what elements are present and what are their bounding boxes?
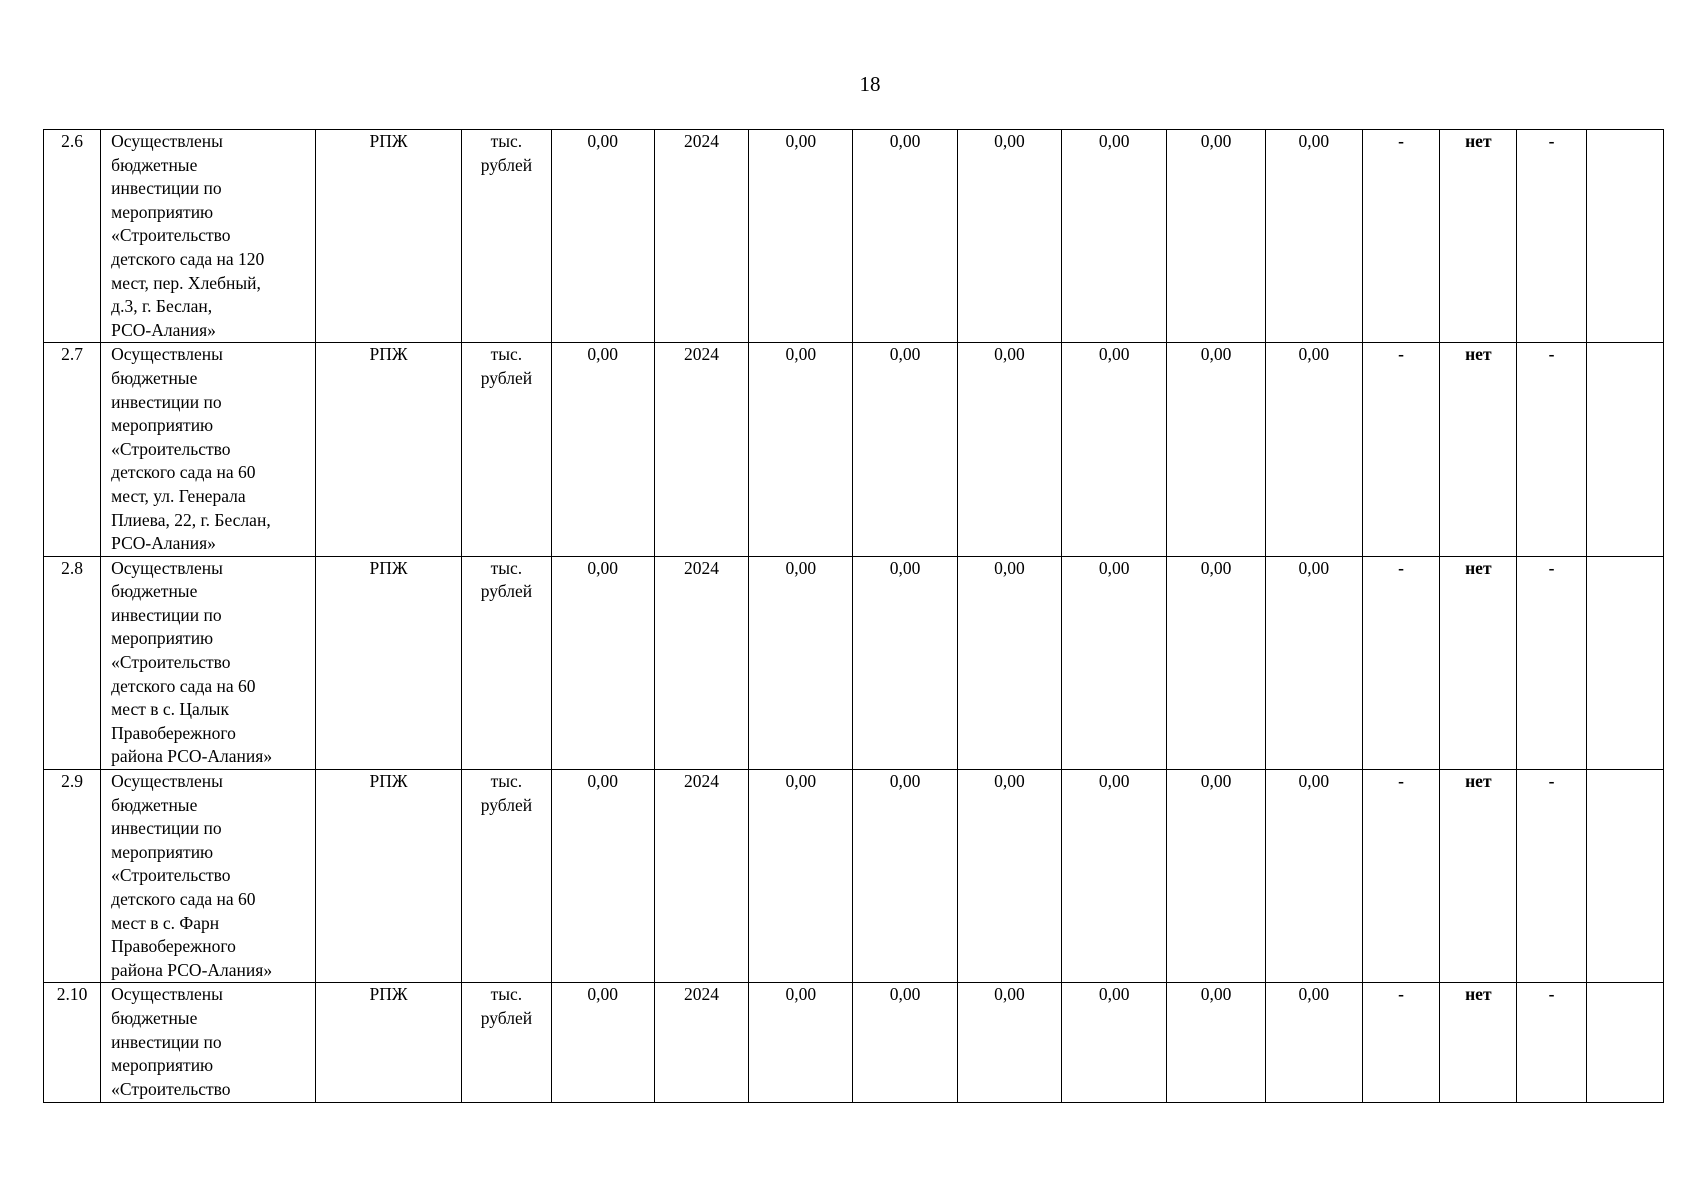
table-row	[44, 130, 1664, 343]
description-line: района РСО-Алания»	[111, 959, 273, 980]
row-number-cell: 2.9	[44, 770, 101, 983]
description-line: инвестиции по	[111, 604, 222, 625]
unit-cell	[462, 770, 551, 983]
description-line: мест, ул. Генерала	[111, 485, 246, 506]
description-cell	[101, 556, 316, 769]
flag-cell: нет	[1440, 130, 1517, 343]
value-cell: 0,00	[1167, 556, 1265, 769]
description-line: детского сада на 120	[111, 248, 265, 269]
value-cell: 0,00	[1167, 130, 1265, 343]
value-cell: 0,00	[1062, 770, 1167, 983]
value-cell: 0,00	[749, 343, 853, 556]
description-line: бюджетные	[111, 794, 198, 815]
responsible-cell: РПЖ	[315, 983, 461, 1103]
base-value-cell: 0,00	[551, 343, 654, 556]
value-cell: 0,00	[1265, 770, 1362, 983]
description-line: Осуществлены	[111, 344, 223, 365]
responsible-cell: РПЖ	[315, 130, 461, 343]
page-number: 18	[859, 72, 881, 96]
dash-cell: -	[1517, 770, 1586, 983]
dash-cell: -	[1362, 983, 1439, 1103]
description-line: Осуществлены	[111, 131, 223, 151]
year-cell: 2024	[654, 130, 748, 343]
unit-line: рублей	[480, 794, 533, 815]
row-number-cell: 2.10	[44, 983, 101, 1103]
dash-cell: -	[1517, 983, 1586, 1103]
description-line: Правобережного	[111, 722, 236, 743]
value-cell: 0,00	[1167, 343, 1265, 556]
year-cell: 2024	[654, 343, 748, 556]
value-cell: 0,00	[853, 770, 957, 983]
description-line: «Строительство	[111, 865, 231, 886]
description-cell	[101, 770, 316, 983]
empty-cell	[1586, 770, 1663, 983]
value-cell: 0,00	[1167, 770, 1265, 983]
base-value-cell: 0,00	[551, 130, 654, 343]
year-cell: 2024	[654, 770, 748, 983]
description-line: бюджетные	[111, 1007, 198, 1028]
unit-cell	[462, 983, 551, 1103]
value-cell: 0,00	[957, 343, 1061, 556]
value-cell: 0,00	[853, 343, 957, 556]
description-line: д.3, г. Беслан,	[111, 296, 213, 317]
flag-cell: нет	[1440, 343, 1517, 556]
responsible-cell: РПЖ	[315, 770, 461, 983]
base-value-cell: 0,00	[551, 556, 654, 769]
description-line: Осуществлены	[111, 771, 223, 792]
table-row	[44, 343, 1664, 556]
description-line: детского сада на 60	[111, 462, 256, 483]
dash-cell: -	[1517, 130, 1586, 343]
budget-investment-table	[43, 129, 1664, 1103]
description-line: бюджетные	[111, 581, 198, 602]
description-line: РСО-Алания»	[111, 319, 216, 340]
value-cell: 0,00	[749, 770, 853, 983]
responsible-cell: РПЖ	[315, 556, 461, 769]
description-line: инвестиции по	[111, 818, 222, 839]
description-line: мероприятию	[111, 628, 214, 649]
value-cell: 0,00	[1265, 556, 1362, 769]
empty-cell	[1586, 556, 1663, 769]
description-line: РСО-Алания»	[111, 533, 216, 554]
description-line: инвестиции по	[111, 391, 222, 412]
description-line: Осуществлены	[111, 984, 223, 1005]
table-row	[44, 556, 1664, 769]
description-line: бюджетные	[111, 154, 198, 175]
value-cell: 0,00	[853, 983, 957, 1103]
description-cell	[101, 130, 316, 343]
value-cell: 0,00	[1062, 343, 1167, 556]
value-cell: 0,00	[1062, 556, 1167, 769]
unit-line: рублей	[480, 367, 533, 388]
description-line: мероприятию	[111, 201, 214, 222]
dash-cell: -	[1362, 556, 1439, 769]
unit-line: рублей	[480, 581, 533, 602]
value-cell: 0,00	[749, 983, 853, 1103]
unit-line: рублей	[480, 1007, 533, 1028]
description-line: мероприятию	[111, 415, 214, 436]
flag-cell: нет	[1440, 556, 1517, 769]
value-cell: 0,00	[1265, 130, 1362, 343]
value-cell: 0,00	[853, 130, 957, 343]
empty-cell	[1586, 983, 1663, 1103]
unit-line: тыс.	[490, 557, 523, 578]
description-line: Правобережного	[111, 936, 236, 957]
dash-cell: -	[1362, 770, 1439, 983]
value-cell: 0,00	[957, 556, 1061, 769]
description-line: мест, пер. Хлебный,	[111, 272, 261, 293]
value-cell: 0,00	[1062, 130, 1167, 343]
description-line: «Строительство	[111, 438, 231, 459]
flag-cell: нет	[1440, 983, 1517, 1103]
description-line: Осуществлены	[111, 557, 223, 578]
dash-cell: -	[1517, 556, 1586, 769]
unit-cell	[462, 130, 551, 343]
value-cell: 0,00	[749, 130, 853, 343]
description-line: «Строительство	[111, 1078, 231, 1099]
description-line: бюджетные	[111, 367, 198, 388]
description-line: «Строительство	[111, 225, 231, 246]
empty-cell	[1586, 130, 1663, 343]
description-line: мероприятию	[111, 1055, 214, 1076]
unit-line: тыс.	[490, 131, 523, 151]
description-line: детского сада на 60	[111, 675, 256, 696]
description-line: детского сада на 60	[111, 889, 256, 909]
row-number-cell: 2.6	[44, 130, 101, 343]
base-value-cell: 0,00	[551, 983, 654, 1103]
unit-cell	[462, 343, 551, 556]
description-line: Плиева, 22, г. Беслан,	[111, 509, 271, 530]
dash-cell: -	[1362, 130, 1439, 343]
year-cell: 2024	[654, 556, 748, 769]
description-line: инвестиции по	[111, 1031, 222, 1052]
base-value-cell: 0,00	[551, 770, 654, 983]
row-number-cell: 2.8	[44, 556, 101, 769]
value-cell: 0,00	[957, 983, 1061, 1103]
description-line: района РСО-Алания»	[111, 746, 273, 767]
unit-line: тыс.	[490, 771, 523, 792]
value-cell: 0,00	[1167, 983, 1265, 1103]
value-cell: 0,00	[853, 556, 957, 769]
description-line: инвестиции по	[111, 178, 222, 199]
value-cell: 0,00	[957, 770, 1061, 983]
value-cell: 0,00	[957, 130, 1061, 343]
year-cell: 2024	[654, 983, 748, 1103]
value-cell: 0,00	[749, 556, 853, 769]
table-row	[44, 770, 1664, 983]
unit-line: тыс.	[490, 984, 523, 1005]
unit-line: рублей	[480, 154, 533, 175]
responsible-cell: РПЖ	[315, 343, 461, 556]
empty-cell	[1586, 343, 1663, 556]
table-row	[44, 983, 1664, 1103]
dash-cell: -	[1362, 343, 1439, 556]
value-cell: 0,00	[1265, 343, 1362, 556]
description-line: мест в с. Фарн	[111, 912, 220, 933]
description-cell	[101, 983, 316, 1103]
description-line: «Строительство	[111, 652, 231, 673]
value-cell: 0,00	[1265, 983, 1362, 1103]
value-cell: 0,00	[1062, 983, 1167, 1103]
flag-cell: нет	[1440, 770, 1517, 983]
dash-cell: -	[1517, 343, 1586, 556]
unit-cell	[462, 556, 551, 769]
description-line: мероприятию	[111, 841, 214, 862]
unit-line: тыс.	[490, 344, 523, 365]
description-line: мест в с. Цалык	[111, 699, 229, 720]
description-cell	[101, 343, 316, 556]
row-number-cell: 2.7	[44, 343, 101, 556]
